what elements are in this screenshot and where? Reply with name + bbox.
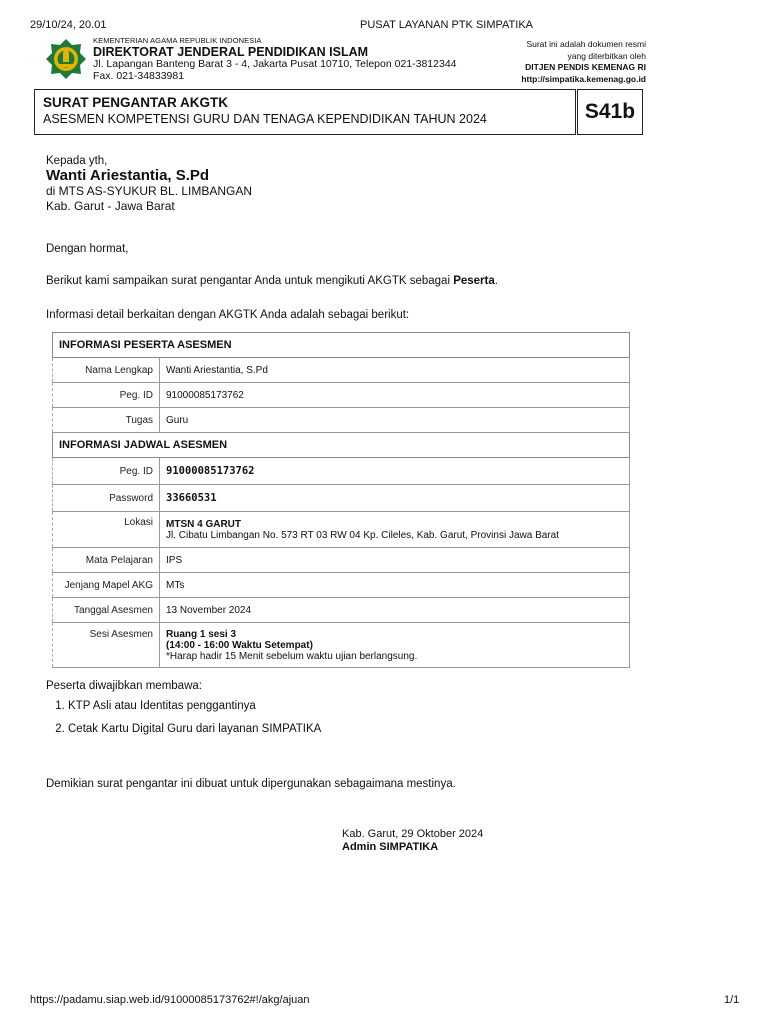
recipient-label: Kepada yth,	[46, 155, 108, 167]
table-row	[53, 485, 630, 512]
table-section-header	[53, 433, 630, 458]
signature-place-date: Kab. Garut, 29 Oktober 2024	[342, 828, 484, 840]
intro-paragraph	[46, 275, 498, 287]
table-section-header	[53, 333, 630, 358]
schedule-session	[160, 623, 630, 668]
schedule-level: MTs	[160, 573, 630, 598]
print-page-title: PUSAT LAYANAN PTK SIMPATIKA	[360, 19, 533, 31]
table-row	[53, 408, 630, 433]
location-address: Jl. Cibatu Limbangan No. 573 RT 03 RW 04 Kp. Cileles, Kab. Garut, Provinsi Jawa Barat	[166, 529, 559, 541]
participant-full-name: Wanti Ariestantia, S.Pd	[160, 358, 630, 383]
table-row	[53, 458, 630, 485]
list-item: 1. KTP Asli atau Identitas penggantinya	[68, 700, 321, 712]
row-label: Tugas	[53, 408, 160, 433]
schedule-peg-id: 91000085173762	[160, 458, 630, 485]
table-row	[53, 383, 630, 408]
schedule-subject: IPS	[160, 548, 630, 573]
schedule-date: 13 November 2024	[160, 598, 630, 623]
table-row	[53, 512, 630, 548]
notice-line: Surat ini adalah dokumen resmi	[526, 39, 646, 49]
document-code: S41b	[577, 89, 643, 135]
table-row	[53, 358, 630, 383]
assessment-info-table	[52, 332, 630, 668]
kemenag-logo-icon	[45, 38, 87, 80]
participant-peg-id: 91000085173762	[160, 383, 630, 408]
print-page-number: 1/1	[724, 994, 740, 1006]
directorate-name: DIREKTORAT JENDERAL PENDIDIKAN ISLAM	[93, 45, 369, 59]
print-datetime: 29/10/24, 20.01	[30, 19, 107, 31]
participant-role: Guru	[160, 408, 630, 433]
closing-statement: Demikian surat pengantar ini dibuat untuk dipergunakan sebagaimana mestinya.	[46, 778, 456, 790]
office-address: Jl. Lapangan Banteng Barat 3 - 4, Jakarta Pusat 10710, Telepon 021-3812344	[93, 58, 457, 70]
intro-end: .	[494, 275, 498, 287]
office-fax: Fax. 021-34833981	[93, 70, 185, 82]
session-note: *Harap hadir 15 Menit sebelum waktu ujian berlangsung.	[166, 651, 418, 662]
notice-url: http://simpatika.kemenag.go.id	[521, 73, 646, 84]
intro-text: Berikut kami sampaikan surat pengantar Anda untuk mengikuti AKGTK sebagai	[46, 275, 454, 287]
table-row	[53, 548, 630, 573]
greeting: Dengan hormat,	[46, 243, 129, 255]
row-label: Mata Pelajaran	[53, 548, 160, 573]
row-label: Jenjang Mapel AKG	[53, 573, 160, 598]
document-subtitle: ASESMEN KOMPETENSI GURU DAN TENAGA KEPENDIDIKAN TAHUN 2024	[43, 112, 487, 126]
title-box	[34, 89, 576, 135]
intro-role: Peserta	[453, 275, 495, 287]
row-label: Peg. ID	[53, 458, 160, 485]
recipient-school: di MTS AS-SYUKUR BL. LIMBANGAN	[46, 184, 253, 198]
row-label: Password	[53, 485, 160, 512]
notice-issuer: DITJEN PENDIS KEMENAG RI	[525, 62, 646, 72]
schedule-section-header: INFORMASI JADWAL ASESMEN	[53, 433, 630, 458]
notice-line: yang diterbitkan oleh	[567, 50, 646, 61]
row-label: Tanggal Asesmen	[53, 598, 160, 623]
table-row	[53, 598, 630, 623]
ministry-name: KEMENTERIAN AGAMA REPUBLIK INDONESIA	[93, 36, 262, 45]
recipient-region: Kab. Garut - Jawa Barat	[46, 199, 175, 213]
print-footer-url: https://padamu.siap.web.id/91000085173762#!/akg/ajuan	[30, 994, 310, 1006]
schedule-password: 33660531	[160, 485, 630, 512]
row-label: Nama Lengkap	[53, 358, 160, 383]
document-title: SURAT PENGANTAR AKGTK	[43, 95, 228, 110]
list-item: 2. Cetak Kartu Digital Guru dari layanan SIMPATIKA	[68, 723, 321, 735]
detail-intro: Informasi detail berkaitan dengan AKGTK Anda adalah sebagai berikut:	[46, 309, 410, 321]
row-label: Sesi Asesmen	[53, 623, 160, 668]
table-row	[53, 623, 630, 668]
official-document-notice	[480, 39, 646, 85]
row-label: Peg. ID	[53, 383, 160, 408]
recipient-name: Wanti Ariestantia, S.Pd	[46, 167, 210, 184]
requirements-label: Peserta diwajibkan membawa:	[46, 680, 202, 692]
row-label: Lokasi	[53, 512, 160, 548]
signature-name: Admin SIMPATIKA	[342, 841, 439, 853]
requirements-list	[46, 700, 321, 746]
schedule-location	[160, 512, 630, 548]
location-name: MTSN 4 GARUT	[166, 518, 241, 530]
table-row	[53, 573, 630, 598]
session-room: Ruang 1 sesi 3	[166, 629, 237, 640]
session-time: (14:00 - 16:00 Waktu Setempat)	[166, 640, 313, 651]
participant-section-header: INFORMASI PESERTA ASESMEN	[53, 333, 630, 358]
